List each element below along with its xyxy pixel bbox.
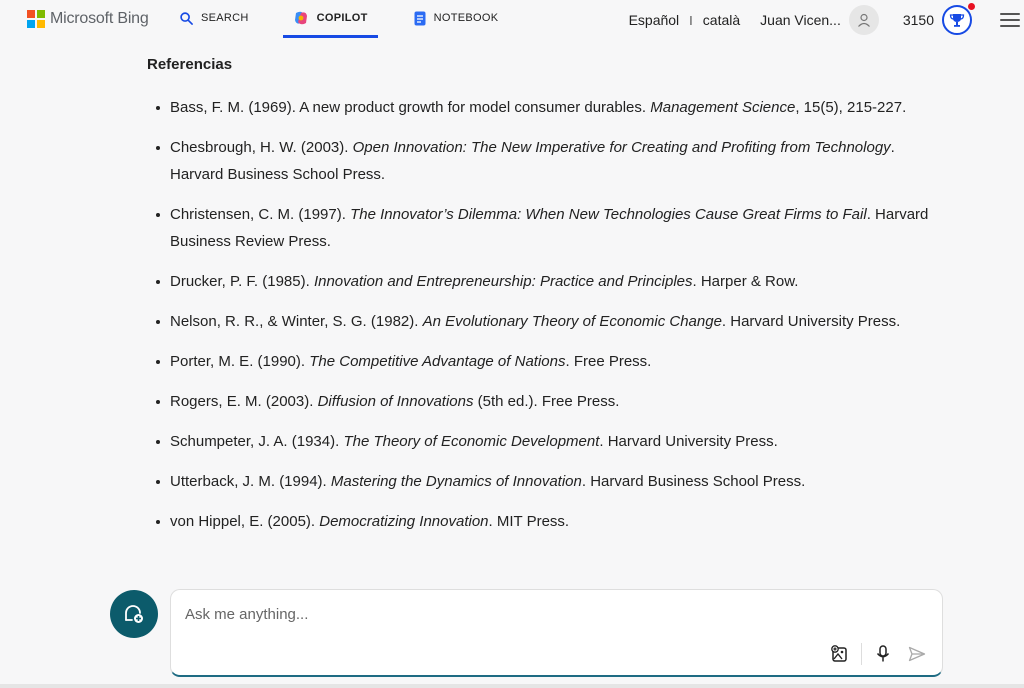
input-tools <box>827 641 930 667</box>
tab-search-label: SEARCH <box>201 12 249 24</box>
ask-input[interactable] <box>185 602 885 626</box>
user-name[interactable]: Juan Vicen... <box>760 12 841 28</box>
list-item: von Hippel, E. (2005). Democratizing Innovation. MIT Press. <box>147 508 947 535</box>
image-search-icon <box>831 645 849 663</box>
bing-logo[interactable] <box>27 10 149 28</box>
send-button[interactable] <box>904 641 930 667</box>
main-nav <box>180 0 534 40</box>
list-item: Utterback, J. M. (1994). Mastering the Dynamics of Innovation. Harvard Business School Press. <box>147 468 947 495</box>
new-chat-icon <box>122 602 146 626</box>
rewards-points[interactable]: 3150 <box>902 12 934 28</box>
image-search-button[interactable] <box>827 641 853 667</box>
trophy-icon <box>949 12 965 28</box>
bottom-edge <box>0 684 1024 688</box>
list-item: Chesbrough, H. W. (2003). Open Innovation: The New Imperative for Creating and Profiting from Technology. Harvard Business School Press. <box>147 134 947 188</box>
brand-name: Microsoft Bing <box>50 10 149 27</box>
notification-dot <box>968 3 975 10</box>
references-list <box>147 94 947 535</box>
list-item: Christensen, C. M. (1997). The Innovator’s Dilemma: When New Technologies Cause Great Firms to Fail. Harvard Business Review Press. <box>147 201 947 255</box>
avatar[interactable] <box>849 5 879 35</box>
list-item: Rogers, E. M. (2003). Diffusion of Innovations (5th ed.). Free Press. <box>147 388 947 415</box>
chat-input-box <box>170 589 943 677</box>
tab-copilot[interactable] <box>283 0 378 38</box>
list-item: Schumpeter, J. A. (1934). The Theory of Economic Development. Harvard University Press. <box>147 428 947 455</box>
microphone-icon <box>875 645 891 663</box>
search-icon <box>180 12 193 25</box>
response-content <box>147 56 947 548</box>
top-header <box>0 0 1024 40</box>
language-option-catalan[interactable]: català <box>702 12 741 28</box>
user-icon <box>857 13 871 27</box>
tab-notebook[interactable] <box>414 0 499 36</box>
hamburger-menu-icon[interactable] <box>1000 13 1020 27</box>
list-item: Porter, M. E. (1990). The Competitive Advantage of Nations. Free Press. <box>147 348 947 375</box>
header-right <box>629 0 1024 40</box>
notebook-icon <box>414 11 426 26</box>
list-item: Drucker, P. F. (1985). Innovation and Entrepreneurship: Practice and Principles. Harper & Row. <box>147 268 947 295</box>
microsoft-logo-icon <box>27 10 45 28</box>
new-topic-button[interactable] <box>110 590 158 638</box>
send-icon <box>908 646 926 662</box>
rewards-button[interactable] <box>942 5 972 35</box>
voice-input-button[interactable] <box>870 641 896 667</box>
list-item: Nelson, R. R., & Winter, S. G. (1982). An Evolutionary Theory of Economic Change. Harvard University Press. <box>147 308 947 335</box>
tools-divider <box>861 643 862 665</box>
tab-notebook-label: NOTEBOOK <box>433 12 499 24</box>
tab-search[interactable] <box>180 0 249 36</box>
tab-copilot-label: COPILOT <box>316 11 368 24</box>
references-heading: Referencias <box>147 56 233 73</box>
copilot-icon <box>293 10 309 26</box>
language-option-spanish[interactable]: Español <box>628 12 680 28</box>
list-item: Bass, F. M. (1969). A new product growth for model consumer durables. Management Science, 15(5), 215-227. <box>147 94 947 121</box>
language-separator: I <box>689 12 693 28</box>
